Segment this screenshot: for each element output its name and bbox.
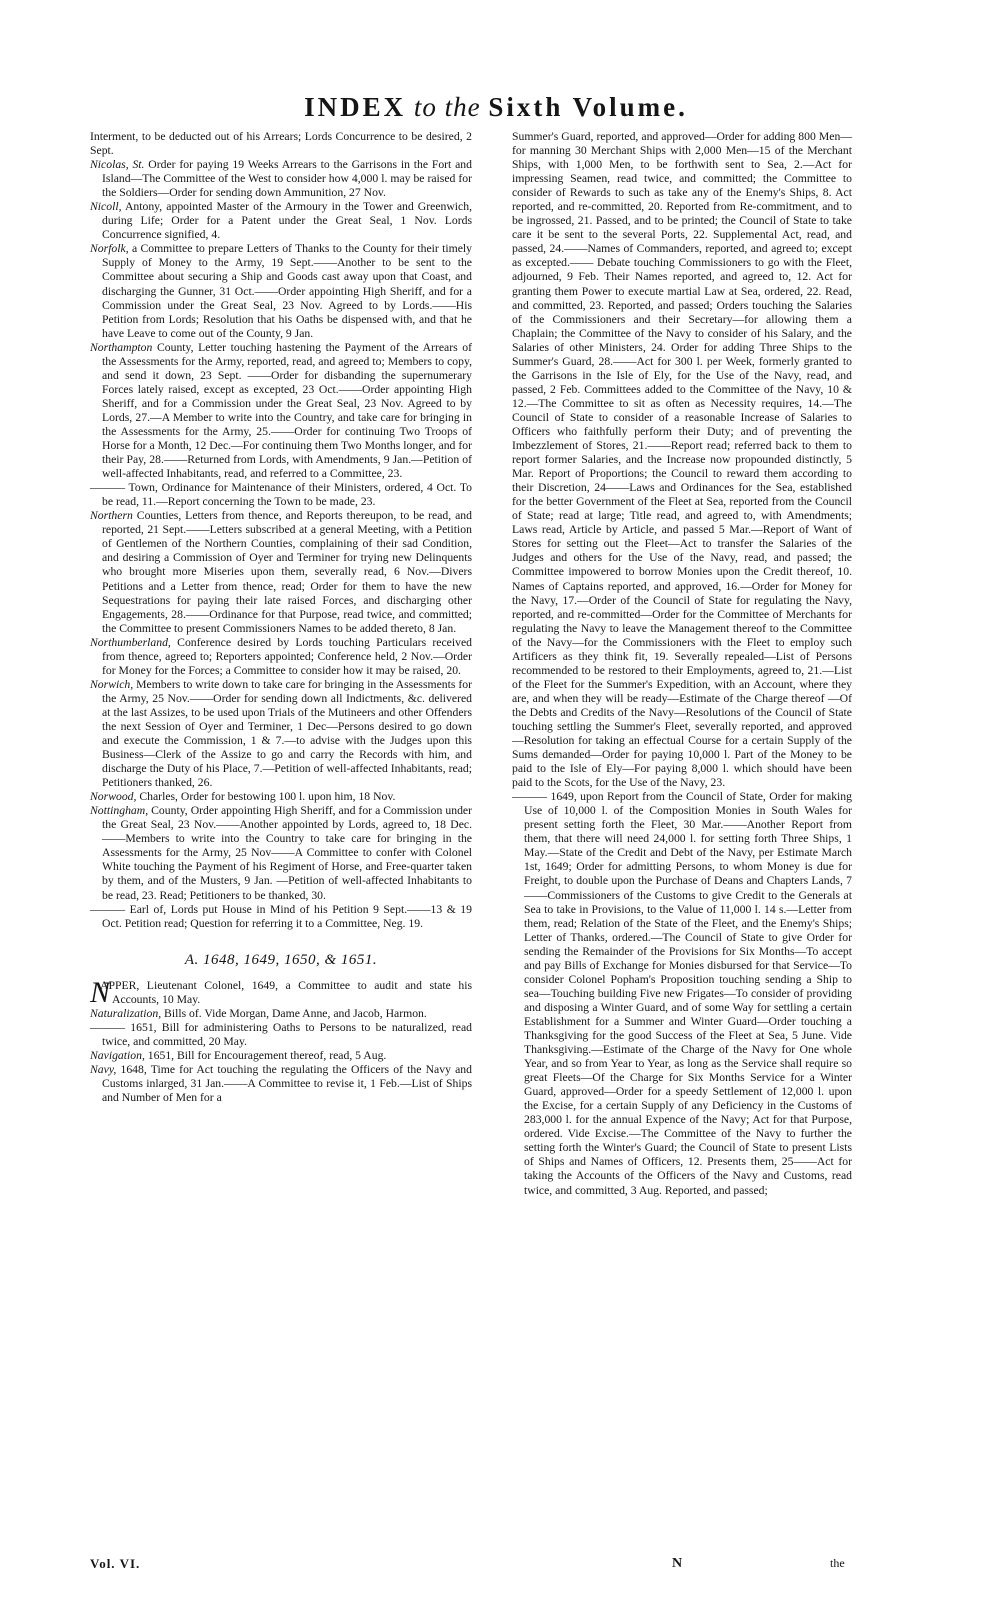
catchword: the xyxy=(830,1556,845,1570)
index-entry xyxy=(512,790,852,1197)
entry-text: ——— Earl of, Lords put House in Mind of his Petition 9 Sept.——13 & 19 Oct. Petition read; Question for referring it to a Committee, Neg. 19. xyxy=(90,902,472,930)
entry-heading: Navy, xyxy=(90,1063,117,1076)
entry-text: 1651, Bill for Encouragement thereof, read, 5 Aug. xyxy=(144,1048,387,1062)
index-entry xyxy=(512,130,852,790)
entry-heading: Naturalization, xyxy=(90,1006,162,1020)
entry-text: ——— 1651, Bill for administering Oaths to Persons to be naturalized, read twice, and committed, 20 May. xyxy=(90,1020,472,1048)
entry-text: Counties, Letters from thence, and Reports thereupon, to be read, and reported, 21 Sept.——Letters subscribed at a general Meeting, with a Petition of Gentlemen of the Northern Counties, complaining of their sad Condition, and desiring a Commission of Oyer and Terminer for trying new Delinquents who brought more Miseries upon them, severally read, 6 Nov.—Divers Petitions and a Letter from thence, read; Order for them to have the new Sequestrations for paying their late raised Forces, and discharging other Engagements, 28.——Ordinance for that Purpose, read twice, and committed; the Committee to present Commissioners Names to be added thereto, 8 Jan. xyxy=(102,509,472,635)
entry-heading: Northampton xyxy=(90,340,153,354)
index-entry xyxy=(90,677,472,790)
entry-text: Order for paying 19 Weeks Arrears to the Garrisons in the Fort and Island—The Committee of the West to consider how 4,000 l. may be raised for the Soldiers—Order for sending down Ammunition, 27 Nov. xyxy=(102,158,472,200)
index-entry xyxy=(90,130,472,158)
volume-label: Vol. VI. xyxy=(90,1556,141,1571)
entry-heading: Northumberland, xyxy=(90,635,171,649)
index-entry xyxy=(90,790,472,804)
entry-heading: Norwood, xyxy=(90,790,137,804)
index-entry xyxy=(90,340,472,481)
entry-heading: Nicoll, xyxy=(90,200,122,214)
index-entry xyxy=(90,804,472,902)
index-entry xyxy=(90,635,472,678)
entry-text: Conference desired by Lords touching Particulars received from thence, agreed to; Reporters appointed; Conference held, 2 Nov.—Order for Money for the Forces; a Committee to consider how it may be raised, 20. xyxy=(102,635,472,677)
entry-text: Charles, Order for bestowing 100 l. upon him, 18 Nov. xyxy=(136,790,396,804)
index-entry xyxy=(90,975,472,1009)
index-entry xyxy=(90,902,472,931)
page-header xyxy=(0,92,992,123)
right-column xyxy=(512,130,852,1198)
entry-heading: Norwich, xyxy=(90,677,134,691)
entry-text: APPER, Lieutenant Colonel, 1649, a Committee to audit and state his Accounts, 10 May. xyxy=(100,978,472,1006)
entry-text: Members to write down to take care for bringing in the Assessments for the Army, 25 Nov.——Order for sending down all Indictments, &c. delivered at the last Assizes, to be used upon Trials of the Mutineers and other Offenders the next Session of Oyer and Terminer, 1 Dec—Persons desired to go down and execute the Commission, 1 & 7.—to advise with the Judges upon this Business—Clerk of the Assize to go and carry the Records with him, and discharge the Duty of his Place, 7.—Petition of well-affected Inhabitants, read; Petitioners thanked, 26. xyxy=(102,677,472,790)
signature-mark: N xyxy=(672,1556,683,1571)
index-entry xyxy=(90,509,472,635)
entry-text: Interment, to be deducted out of his Arrears; Lords Concurrence to be desired, 2 Sept. xyxy=(90,130,472,158)
index-entry xyxy=(90,242,472,340)
header-volume: Sixth Volume. xyxy=(488,92,688,122)
entry-text: County, Order appointing High Sheriff, and for a Commission under the Great Seal, 23 Nov.——Another appointed by Lords, agreed to, 18 Dec.——Members to write into the Country to take care for bringing in the Assessments for the Army, 25 Nov——A Committee to confer with Colonel White touching the Payment of his Regiment of Horse, and Free-quarter taken by them, and of the Musters, 9 Jan. —Petition of well-affected Inhabitants to be read, 23. Read; Petitioners to be thanked, 30. xyxy=(102,804,472,902)
index-entry xyxy=(90,200,472,242)
section-title: A. 1648, 1649, 1650, & 1651. xyxy=(184,951,378,968)
entry-text: Antony, appointed Master of the Armoury in the Tower and Greenwich, during Life; Order for a Patent under the Great Seal, 1 Nov. Lords Concurrence signified, 4. xyxy=(102,200,472,242)
index-entry xyxy=(90,1006,472,1021)
header-connector: to the xyxy=(406,92,489,122)
index-entry xyxy=(90,158,472,200)
index-entry xyxy=(90,1020,472,1049)
header-index: INDEX xyxy=(304,92,407,122)
entry-heading: Navigation, xyxy=(90,1048,145,1062)
entry-heading: Nicolas, St. xyxy=(90,158,145,172)
left-column xyxy=(90,130,472,1105)
entry-heading: Northern xyxy=(90,509,133,523)
entry-text: Summer's Guard, reported, and approved—Order for adding 800 Men—for manning 30 Merchant Ships with 2,000 Men—15 of the Merchant Ships, with 1,000 Men, to be forthwith sent to Sea, 2.—Act for impressing Seamen, read twice, and committed; the Committee to consider of Rewards to such as take any of the Enemy's Ships, 8. Act reported, and re-committed, 20. Reported from Re-commitment, and to be ingrossed, 21. Passed, and to be printed; the Council of State to take care it be sent to the several Ports, 22. Supplemental Act, read, and passed, 24.——Names of Commanders, reported, and agreed to; except as excepted.—— Debate touching Commissioners to go with the Fleet, adjourned, 9 Feb. Their Names reported, and agreed to, 12. Act for granting them Power to execute martial Law at Sea, ordered, 22. Read, and committed, 23. Reported, and passed; Orders touching the Salaries of the Commissioners and their Secretary—for allowing them a Chaplain; the Committee of the Navy to consider of his Salary, and the Salaries of other Ministers, 24. Order for adding Three Ships to the Summer's Guard, 28.——Act for 300 l. per Week, formerly granted to the Garrisons in the Isle of Ely, for the Use of the Navy, read, and passed, 2 Feb. Committees added to the Committee of the Navy, 10 & 12.—The Committee to sit as often as Necessity requires, 14.—The Council of State to consider of a reasonable Increase of Salaries to Officers who faithfully perform their Duty; and of preventing the Imbezzlement of Stores, 21.——Report read; referred back to them to report former Salaries, and the Increase now propounded distinctly, 5 Mar. Report of Proportions; the Council to reward them according to their Discretion, 24——Laws and Ordinances for the Sea, established for the better Government of the Fleet at Sea, reported from the Council of State; read at large; Title read, and agreed to, with Amendments; Laws read, Article by Article, and passed 5 Mar.—Report of Want of Stores for setting out the Fleet—Act to transfer the Salaries of the Judges and others for the Use of the Navy, read, and passed; the Committee impowered to borrow Monies upon the Credit thereof, 10. Names of Captains reported, and approved, 16.—Order for Money for the Navy, 17.—Order of the Council of State for regulating the Navy, reported, and re-committed—Order for the Committee of Merchants for regulating the Navy to leave the Management thereof to the Committee of the Navy—for the Commissioners with the Fleet to employ such Artificers as they think fit, 19. Severally repealed—List of Persons recommended to be restored to their Employments, agreed to, 21.—List of the Fleet for the Summer's Expedition, with an Account, where they are, and when they will be ready—Estimate of the Charge thereof —Of the Debts and Credits of the Navy—Resolutions of the Council of State touching settling the Summer's Fleet, severally reported, and approved—Resolution for taking an effectual Course for a certain Supply of the Sums demanded—Order for paying 10,000 l. Part of the Money to be paid to the Isle of Ely—For paying 8,000 l. which should have been paid to the Scots, for the Use of the Navy, 23. xyxy=(512,130,852,790)
entry-text: ——— Town, Ordinance for Maintenance of their Ministers, ordered, 4 Oct. To be read, 11.—Report concerning the Town to be made, 23. xyxy=(90,481,472,509)
index-entry xyxy=(90,1063,472,1105)
entry-heading: Nottingham, xyxy=(90,804,149,818)
index-entry xyxy=(90,481,472,509)
entry-text: a Committee to prepare Letters of Thanks to the County for their timely Supply of Money to the Army, 19 Sept.——Another to be sent to the Committee about securing a Ship and Goods cast away upon that Coast, and discharging the Gunner, 31 Oct.——Order appointing High Sheriff, and for a Commission under the Great Seal, 23 Nov. Agreed to by Lords.——His Petition from Lords; Resolution that his Oaths be dispensed with, and that he have Leave to come out of the County, 9 Jan. xyxy=(102,242,472,340)
entry-text: Bills of. Vide Morgan, Dame Anne, and Jacob, Harmon. xyxy=(161,1006,427,1020)
entry-heading: Norfolk, xyxy=(90,242,129,256)
entry-text: ——— 1649, upon Report from the Council of State, Order for making Use of 10,000 l. of the Composition Monies in South Wales for present setting forth the Fleet, 30 Mar.——Another Report from them, that there will need 24,000 l. for setting forth Three Ships, 1 May.—State of the Credit and Debt of the Navy, per Estimate March 1st, 1649; Order for admitting Persons, to whom Money is due for Freight, to double upon the Purchase of Deans and Chapters Lands, 7——Commissioners of the Customs to give Credit to the Generals at Sea to take in Provisions, to the Value of 11,000 l. 14 s.—Letter from them, read; Relation of the State of the Fleet, and the Enemy's Ships; Letter of Thanks, ordered.—The Council of State to give Order for sending the Remainder of the Provisions for Six Months—To accept and pay Bills of Exchange for Monies disbursed for that Service—To consider Colonel Popham's Proposition touching sending a Ship to sea—Touching building Five new Frigates—To consider of providing and disposing a Winter Guard, and of some Way for settling a certain Establishment for a Summer and Winter Guard—Order touching a Thanksgiving for the good Success of the Fleet at Sea, 5 June. Vide Thanksgiving.—Estimate of the Charge of the Navy for One whole Year, and so from Year to Year, as long as the Service shall require so great Fleets—Of the Charge for Six Months Service for a Winter Guard, approved—Order for a speedy Settlement of 12,000 l. upon the Excise, for a certain Supply of any Deficiency in the Customs of 283,000 l. for the annual Expence of the Navy; Act for that Purpose, ordered. Vide Excise.—The Committee of the Navy to further the setting forth the Winter's Guard; the Council of State to present Lists of Ships and Names of Officers, 12. Presents them, 25——Act for taking the Accounts of the Officers of the Navy and Customs, read twice, and committed, 3 Aug. Reported, and passed; xyxy=(512,790,852,1197)
entry-text: 1648, Time for Act touching the regulating the Officers of the Navy and Customs inlarged, 31 Jan.——A Committee to revise it, 1 Feb.—List of Ships and Number of Men for a xyxy=(102,1063,472,1105)
entry-text: County, Letter touching hastening the Payment of the Arrears of the Assessments for the Army, reported, read, and agreed to; Members to copy, and send it down, 23 Sept. ——Order for disbanding the supernumerary Forces lately raised, except as excepted, 23 Oct.——Order appointing High Sheriff, and for a Commission under the Great Seal, 23 Nov. Agreed to by Lords, 27.—A Member to write into the Country, and take care for bringing in the Assessments for the Army, 25.——Order for continuing Two Troops of Horse for a Month, 12 Dec.—For continuing them Two Months longer, and for their Pay, 28.——Returned from Lords, with Amendments, 9 Jan.—Petition of well-affected Inhabitants, read, and referred to a Committee, 23. xyxy=(102,340,472,481)
index-entry xyxy=(90,1048,472,1063)
drop-cap: N xyxy=(90,975,111,1009)
